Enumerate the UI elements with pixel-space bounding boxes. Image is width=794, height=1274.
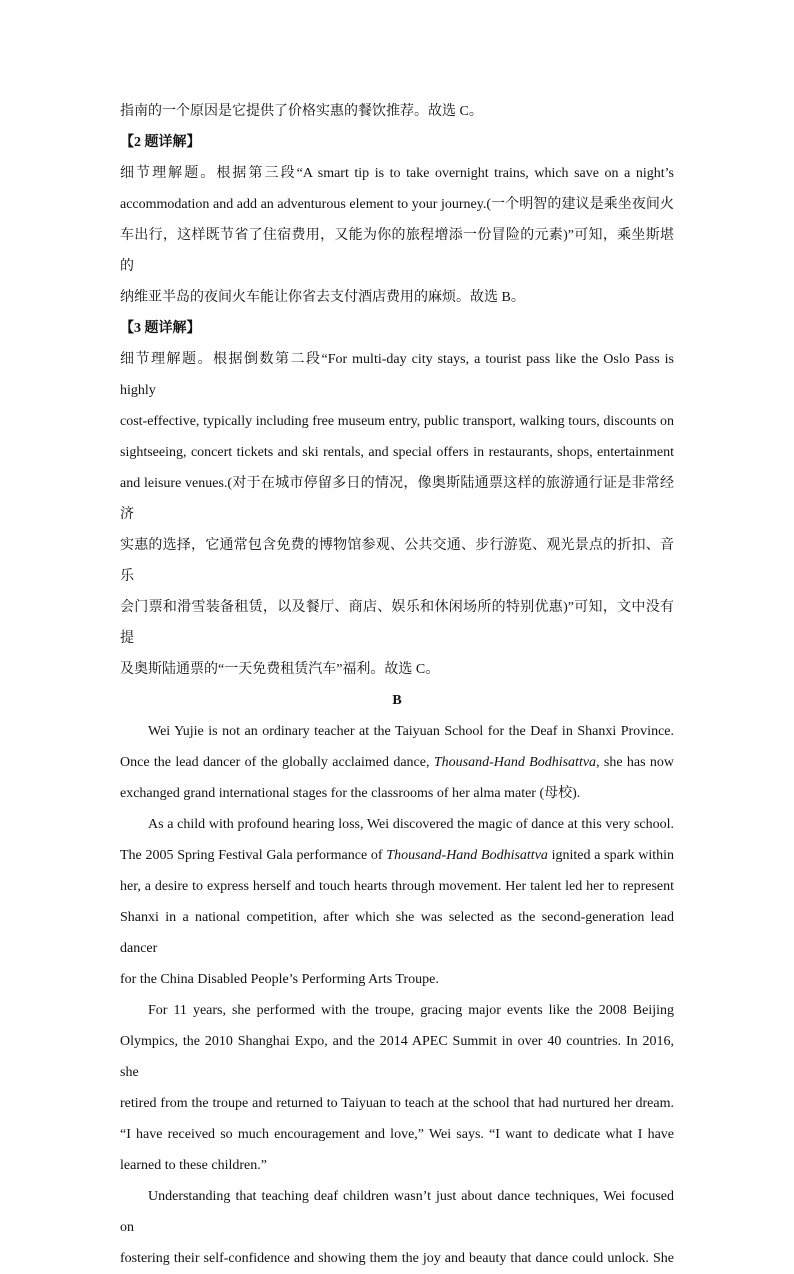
p4-line-1: Understanding that teaching deaf children wasn’t just about dance techniques, Wei focused on (120, 1189, 674, 1235)
p2-line-5: for the China Disabled People’s Performing Arts Troupe. (120, 972, 439, 987)
passage-b-paragraph-1 (120, 716, 674, 809)
q2-line-3: 车出行，这样既节省了住宿费用，又能为你的旅程增添一份冒险的元素)”可知，乘坐斯堪的 (120, 228, 674, 274)
document-page (120, 96, 674, 1274)
p3-line-5: learned to these children.” (120, 1158, 267, 1173)
p1-line-1: Wei Yujie is not an ordinary teacher at the Taiyuan School for the Deaf in Shanxi Province. (148, 724, 674, 739)
p2-line-2-text-b: ignited a spark within (547, 848, 675, 863)
passage-b-title: B (392, 693, 402, 708)
p3-line-3: retired from the troupe and returned to Taiyuan to teach at the school that had nurtured her dream. (120, 1096, 674, 1111)
p4-line-2: fostering their self-confidence and showing them the joy and beauty that dance could unlock. She (120, 1251, 674, 1266)
dance-title-italic: Thousand-Hand Bodhisattva (386, 848, 548, 863)
p1-line-2 (120, 747, 674, 778)
p3-line-1: For 11 years, she performed with the troupe, gracing major events like the 2008 Beijing (148, 1003, 674, 1018)
p1-line-2-text-a: Once the lead dancer of the globally acclaimed dance, (120, 755, 434, 770)
q2-line-1: 细节理解题。根据第三段“A smart tip is to take overnight trains, which save on a night’s (120, 166, 674, 181)
p2-line-2 (120, 840, 674, 871)
passage-b-paragraph-3 (120, 995, 674, 1181)
q3-line-2: cost-effective, typically including free museum entry, public transport, walking tours, discounts on (120, 414, 674, 429)
passage-b-paragraph-2 (120, 809, 674, 995)
p2-line-1: As a child with profound hearing loss, Wei discovered the magic of dance at this very school. (148, 817, 674, 832)
dance-title-italic: Thousand-Hand Bodhisattva (433, 755, 597, 770)
q3-line-7: 及奥斯陆通票的“一天免费租赁汽车”福利。故选 C。 (120, 662, 440, 677)
q3-line-1: 细节理解题。根据倒数第二段“For multi-day city stays, a tourist pass like the Oslo Pass is highly (120, 352, 674, 398)
p1-line-3: exchanged grand international stages for the classrooms of her alma mater (母校). (120, 786, 581, 801)
p3-line-2: Olympics, the 2010 Shanghai Expo, and the 2014 APEC Summit in over 40 countries. In 2016, she (120, 1034, 674, 1080)
q2-line-2: accommodation and add an adventurous element to your journey.(一个明智的建议是乘坐夜间火 (120, 197, 674, 212)
q2-heading: 【2 题详解】 (120, 135, 201, 150)
passage-b-paragraph-4 (120, 1181, 674, 1274)
p2-line-2-text-a: The 2005 Spring Festival Gala performance of (120, 848, 387, 863)
p1-line-2-text-b: , she has now (596, 755, 675, 770)
answer-c-explanation-tail: 指南的一个原因是它提供了价格实惠的餐饮推荐。故选 C。 (120, 104, 483, 119)
p2-line-3: her, a desire to express herself and touch hearts through movement. Her talent led her to represent (120, 879, 674, 894)
q3-heading: 【3 题详解】 (120, 321, 201, 336)
q3-line-5: 实惠的选择，它通常包含免费的博物馆参观、公共交通、步行游览、观光景点的折扣、音乐 (120, 538, 674, 584)
q3-line-4: and leisure venues.(对于在城市停留多日的情况，像奥斯陆通票这样的旅游通行证是非常经济 (120, 476, 674, 522)
q3-line-3: sightseeing, concert tickets and ski rentals, and special offers in restaurants, shops, entertainment (120, 445, 674, 460)
q3-line-6: 会门票和滑雪装备租赁，以及餐厅、商店、娱乐和休闲场所的特别优惠)”可知，文中没有提 (120, 600, 674, 646)
p3-line-4: “I have received so much encouragement and love,” Wei says. “I want to dedicate what I have (120, 1127, 674, 1142)
q2-line-4: 纳维亚半岛的夜间火车能让你省去支付酒店费用的麻烦。故选 B。 (120, 290, 525, 305)
p2-line-4: Shanxi in a national competition, after which she was selected as the second-generation lead dancer (120, 910, 674, 956)
